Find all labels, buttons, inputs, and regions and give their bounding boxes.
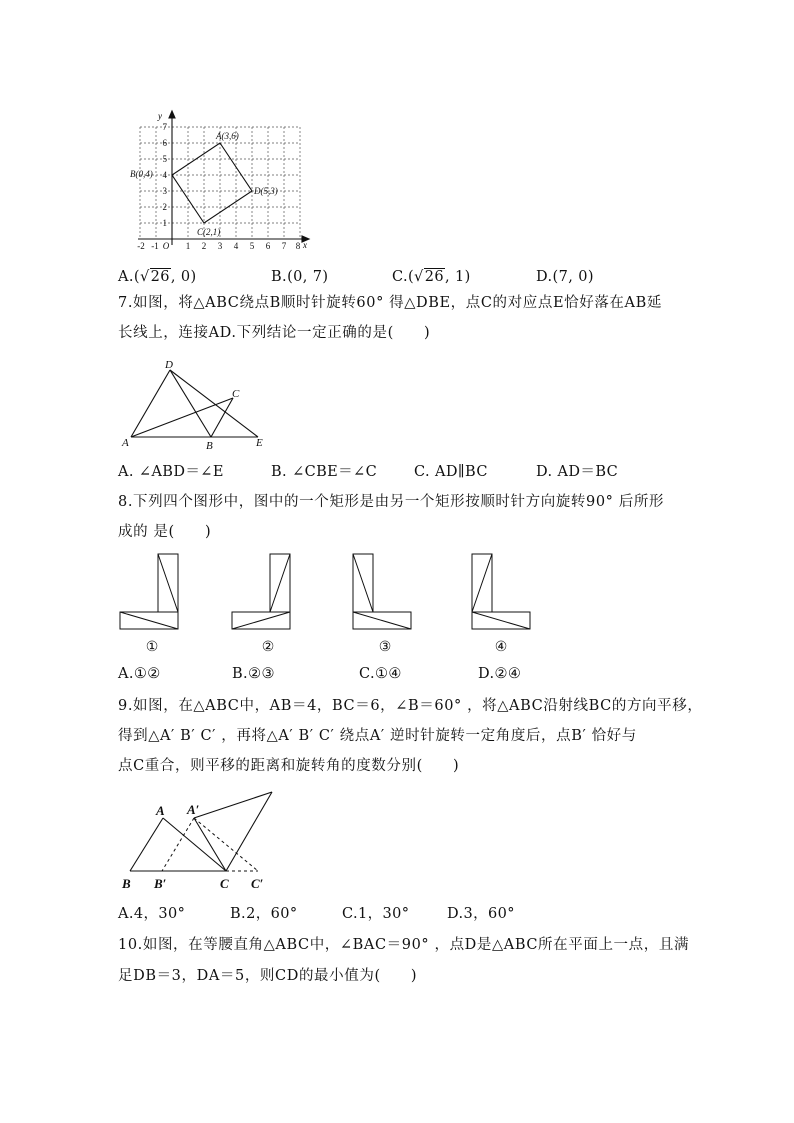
- option-c-prefix: C.(: [392, 269, 415, 285]
- y-tick-label: 7: [162, 122, 167, 132]
- x-tick-label: 8: [295, 241, 301, 251]
- q8-option-b: B.②③: [232, 666, 275, 682]
- q7-stem-line2: 长线上，连接AD.下列结论一定正确的是( ): [118, 325, 431, 341]
- q9-option-b: B.2，60°: [230, 906, 298, 922]
- q8-option-d: D.②④: [478, 666, 522, 682]
- label-B-prime: B′: [154, 876, 167, 891]
- square-ABCD: [172, 143, 252, 223]
- q9-stem-line1: 9.如图，在△ABC中，AB＝4，BC＝6，∠B＝60° ，将△ABC沿射线BC的方向平移，: [118, 698, 703, 714]
- x-tick-label: 3: [217, 241, 223, 251]
- point-label-D: D(5,3): [254, 186, 278, 196]
- label-B: B: [122, 876, 131, 891]
- q7-option-a: A. ∠ABD＝∠E: [118, 464, 224, 480]
- q8-figure: [115, 548, 535, 658]
- x-tick-label: 4: [233, 241, 239, 251]
- label-A: A: [122, 437, 129, 449]
- figure-caption-2: ②: [261, 640, 275, 655]
- x-tick-label: -1: [151, 241, 159, 251]
- figure-caption-1: ①: [145, 640, 159, 655]
- q7-option-b: B. ∠CBE＝∠C: [271, 464, 378, 480]
- point-label-A: A(3,6): [216, 131, 239, 141]
- q9-option-c: C.1，30°: [342, 906, 410, 922]
- q7-option-c: C. AD∥BC: [414, 464, 488, 480]
- label-A: A: [156, 803, 165, 818]
- q7-stem-line1: 7.如图，将△ABC绕点B顺时针旋转60° 得△DBE，点C的对应点E恰好落在AB延: [118, 295, 662, 311]
- x-tick-label: -2: [137, 241, 145, 251]
- q9-stem-line2: 得到△A′ B′ C′ ，再将△A′ B′ C′ 绕点A′ 逆时针旋转一定角度后，点B′ 恰好与: [118, 728, 637, 744]
- option-a-prefix: A.(: [118, 269, 140, 285]
- y-tick-label: 3: [162, 186, 167, 196]
- y-tick-label: 4: [162, 170, 167, 180]
- figure-caption-4: ④: [494, 640, 508, 655]
- label-D: D: [165, 359, 173, 371]
- q8-stem-line1: 8.下列四个图形中，图中的一个矩形是由另一个矩形按顺时针方向旋转90° 后所形: [118, 494, 665, 510]
- label-E: E: [256, 437, 263, 449]
- q10-stem-line1: 10.如图，在等腰直角△ABC中，∠BAC＝90° ，点D是△ABC所在平面上一点，且满: [118, 937, 690, 953]
- label-A-prime: A′: [187, 802, 200, 817]
- radicand: 26: [424, 269, 444, 285]
- sqrt-symbol: √26: [414, 269, 444, 285]
- x-tick-label: 2: [201, 241, 207, 251]
- q7-option-d: D. AD＝BC: [536, 464, 619, 480]
- point-label-C: C(2,1): [197, 227, 221, 237]
- option-a-suffix: , 0): [170, 269, 197, 285]
- q9-option-a: A.4，30°: [118, 906, 186, 922]
- x-tick-label: 5: [249, 241, 255, 251]
- q6-option-d: D.(7, 0): [536, 269, 594, 285]
- q9-stem-line3: 点C重合，则平移的距离和旋转角的度数分别( ): [118, 758, 460, 774]
- label-C-prime: C′: [251, 876, 264, 891]
- q6-option-c: [392, 267, 471, 287]
- sqrt-symbol: √26: [139, 269, 170, 285]
- x-tick-label: 6: [265, 241, 271, 251]
- label-B: B: [206, 440, 213, 452]
- label-C: C: [220, 876, 229, 891]
- q7-figure: [120, 360, 270, 450]
- y-axis-label: y: [158, 111, 162, 121]
- q8-option-c: C.①④: [359, 666, 402, 682]
- q6-option-a: [118, 267, 197, 287]
- radicand: 26: [150, 269, 170, 285]
- x-tick-labels: [137, 241, 301, 251]
- q9-option-d: D.3，60°: [447, 906, 515, 922]
- y-tick-label: 1: [162, 218, 167, 228]
- figure-caption-3: ③: [378, 640, 392, 655]
- q10-stem-line2: 足DB＝3，DA＝5，则CD的最小值为( ): [118, 968, 418, 984]
- label-C: C: [232, 388, 240, 400]
- y-tick-label: 5: [162, 154, 167, 164]
- q6-coordinate-figure: [128, 105, 328, 255]
- q9-figure: [118, 785, 278, 895]
- x-tick-label: 7: [281, 241, 287, 251]
- q8-option-a: A.①②: [118, 666, 161, 682]
- q6-option-b: B.(0, 7): [271, 269, 329, 285]
- x-tick-label: 1: [185, 241, 191, 251]
- y-tick-label: 2: [162, 202, 167, 212]
- y-tick-label: 6: [162, 138, 167, 148]
- x-tick-label: O: [162, 241, 170, 251]
- x-axis-label: x: [303, 240, 307, 250]
- q8-stem-line2: 成的 是( ): [118, 524, 212, 540]
- option-c-suffix: , 1): [444, 269, 471, 285]
- point-label-B: B(0,4): [130, 169, 153, 179]
- y-tick-labels: [163, 122, 168, 228]
